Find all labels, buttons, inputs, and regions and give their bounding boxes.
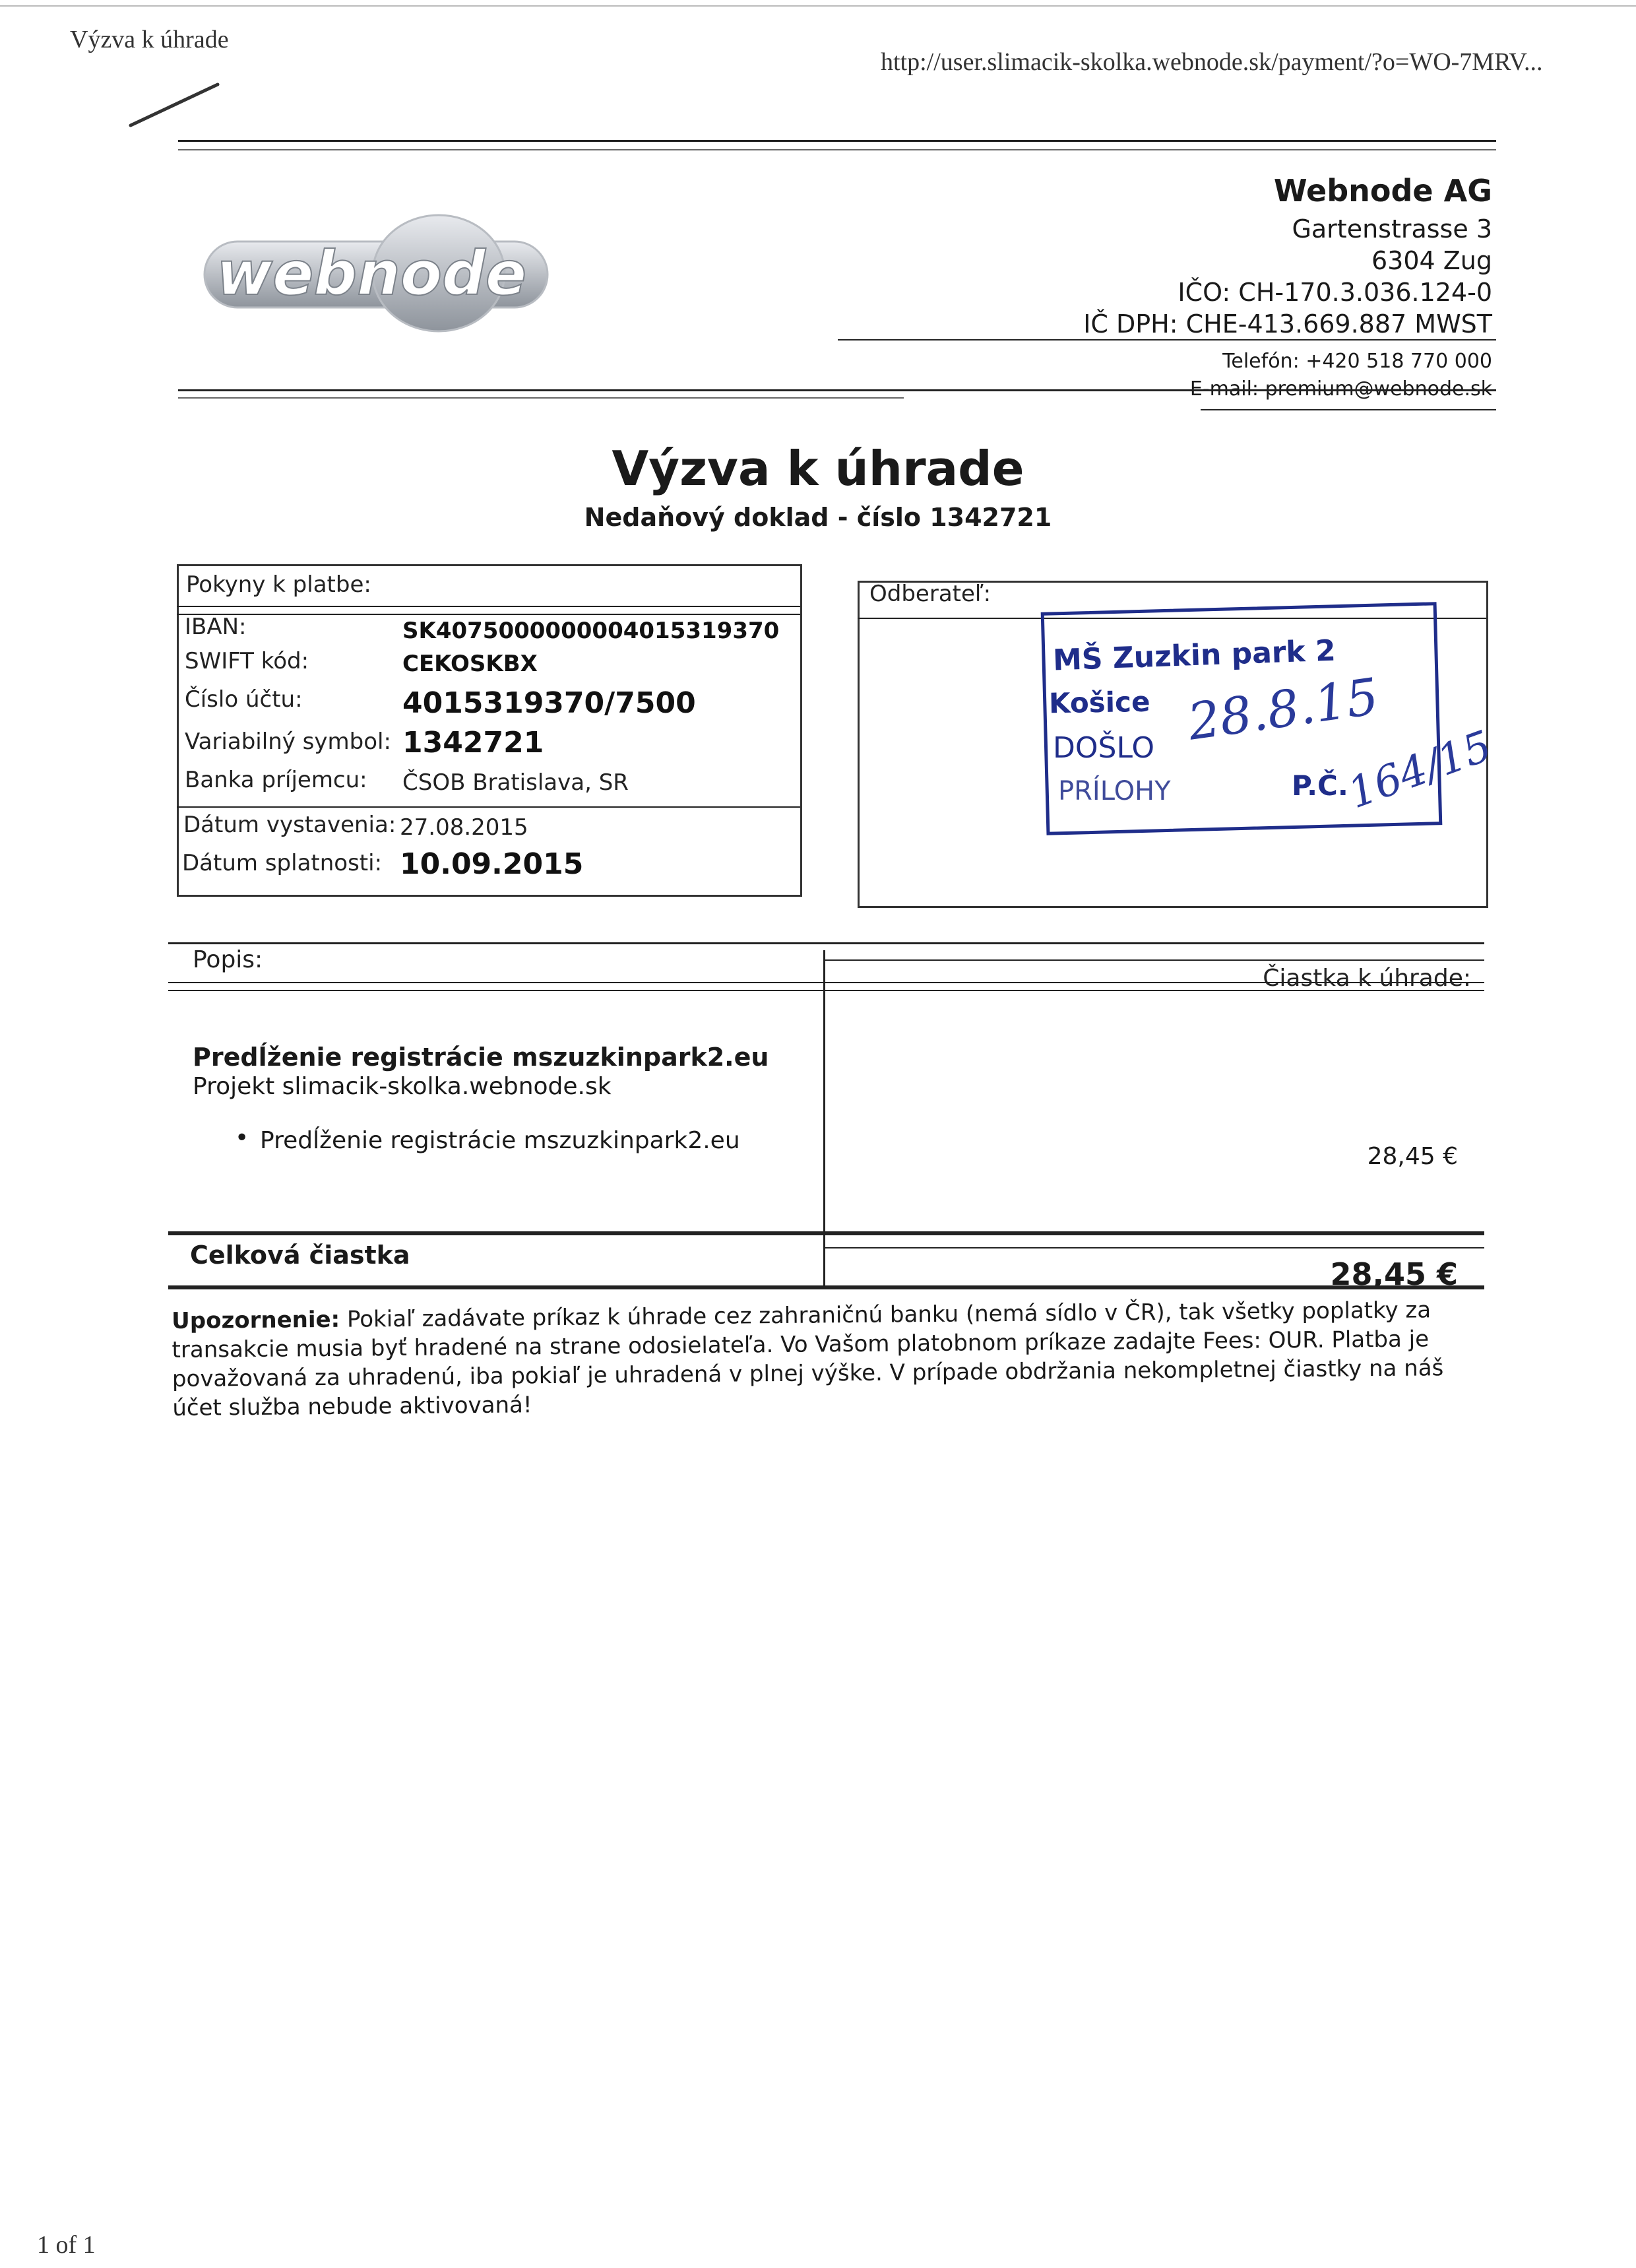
logo-text: webnode <box>216 238 527 309</box>
company-email: E-mail: premium@webnode.sk <box>1189 377 1492 401</box>
stamp-number-label: P.Č. <box>1292 769 1348 802</box>
header-rule-bottom <box>178 389 1496 391</box>
items-rule-header-bottom <box>168 982 1484 983</box>
stamp-handwritten-date: 28.8.15 <box>1184 666 1382 752</box>
stamp-recipient-name: MŠ Zuzkin park 2 <box>1052 633 1337 678</box>
item-bullet-text: Predĺženie registrácie mszuzkinpark2.eu <box>260 1127 740 1154</box>
payment-label-due-date: Dátum splatnosti: <box>182 850 383 876</box>
items-column-divider <box>823 950 825 1287</box>
payment-label-variable-symbol: Variabilný symbol: <box>185 729 391 755</box>
company-street: Gartenstrasse 3 <box>1292 214 1492 243</box>
notice-text: Pokiaľ zadávate príkaz k úhrade cez zahraničnú banku (nemá sídlo v ČR), tak všetky poplatky za transakcie musia byť hradené na strane odosielateľa. Vo Vašom platobnom príkaze zadajte Fees: OUR. Platba je považovaná za uhradenú, iba pokiaľ je uhradená v plnej výške. V prípade obdržania nekompletnej čiastky na náš účet služba nebude aktivovaná! <box>172 1297 1444 1421</box>
payment-value-due-date: 10.09.2015 <box>400 847 584 881</box>
company-phone: Telefón: +420 518 770 000 <box>1222 350 1492 373</box>
payment-value-variable-symbol: 1342721 <box>402 726 544 760</box>
stamp-handwritten-number: 164/15 <box>1342 721 1499 819</box>
item-project: Projekt slimacik-skolka.webnode.sk <box>193 1073 612 1100</box>
notice-label: Upozornenie: <box>172 1306 340 1334</box>
payment-heading-rule-2 <box>177 614 800 615</box>
payment-label-issue-date: Dátum vystavenia: <box>183 812 396 838</box>
print-page-count: 1 of 1 <box>37 2231 96 2259</box>
payment-label-account: Číslo účtu: <box>185 686 303 713</box>
payment-label-swift: SWIFT kód: <box>185 648 309 674</box>
header-rule-bottom-3 <box>1201 409 1496 410</box>
company-rule <box>838 339 1496 340</box>
items-rule-total-bottom <box>168 1285 1484 1289</box>
payment-heading: Pokyny k platbe: <box>186 571 371 598</box>
payment-dates-rule <box>177 806 800 808</box>
items-rule-total-top <box>168 1231 1484 1235</box>
payment-value-iban: SK4075000000004015319370 <box>402 618 780 644</box>
company-ic-dph: IČ DPH: CHE-413.669.887 MWST <box>1083 309 1492 339</box>
items-rule-total-mid <box>825 1247 1484 1248</box>
total-label: Celková čiastka <box>190 1241 410 1270</box>
stamp-received: DOŠLO <box>1053 731 1155 765</box>
item-title: Predĺženie registrácie mszuzkinpark2.eu <box>193 1043 769 1072</box>
webnode-logo <box>198 210 567 335</box>
header-rule-top-2 <box>178 149 1496 150</box>
document-subtitle: Nedaňový doklad - číslo 1342721 <box>584 503 1052 532</box>
payment-value-swift: CEKOSKBX <box>402 651 538 677</box>
item-bullet-dot: • <box>235 1124 249 1151</box>
items-rule-header-bottom-2 <box>168 990 1484 991</box>
scan-top-edge <box>0 5 1636 7</box>
print-page-title: Výzva k úhrade <box>70 26 229 53</box>
payment-label-bank: Banka príjemcu: <box>185 767 367 793</box>
header-rule-bottom-2 <box>178 397 904 399</box>
company-city: 6304 Zug <box>1371 246 1492 275</box>
stamp-attachments: PRÍLOHY <box>1058 776 1171 806</box>
stamp-city: Košice <box>1048 685 1150 720</box>
payment-value-bank: ČSOB Bratislava, SR <box>402 769 629 796</box>
header-rule-top <box>178 140 1496 142</box>
items-rule-top <box>168 942 1484 944</box>
company-ico: IČO: CH-170.3.036.124-0 <box>1178 278 1492 307</box>
recipient-heading: Odberateľ: <box>869 581 991 607</box>
payment-heading-rule <box>177 606 800 607</box>
payment-label-iban: IBAN: <box>185 614 247 640</box>
notice <box>172 1295 1465 1423</box>
print-url: http://user.slimacik-skolka.webnode.sk/payment/?o=WO-7MRV... <box>881 48 1543 76</box>
company-name: Webnode AG <box>1273 173 1492 209</box>
pen-mark <box>125 79 224 132</box>
payment-value-issue-date: 27.08.2015 <box>400 814 528 841</box>
payment-value-account: 4015319370/7500 <box>402 686 696 720</box>
items-rule-top-2 <box>825 959 1484 961</box>
item-amount: 28,45 € <box>1367 1143 1458 1170</box>
items-col-amount: Čiastka k úhrade: <box>1263 965 1471 992</box>
total-amount: 28,45 € <box>1330 1256 1458 1292</box>
items-col-description: Popis: <box>193 946 263 973</box>
document-title: Výzva k úhrade <box>612 441 1024 496</box>
